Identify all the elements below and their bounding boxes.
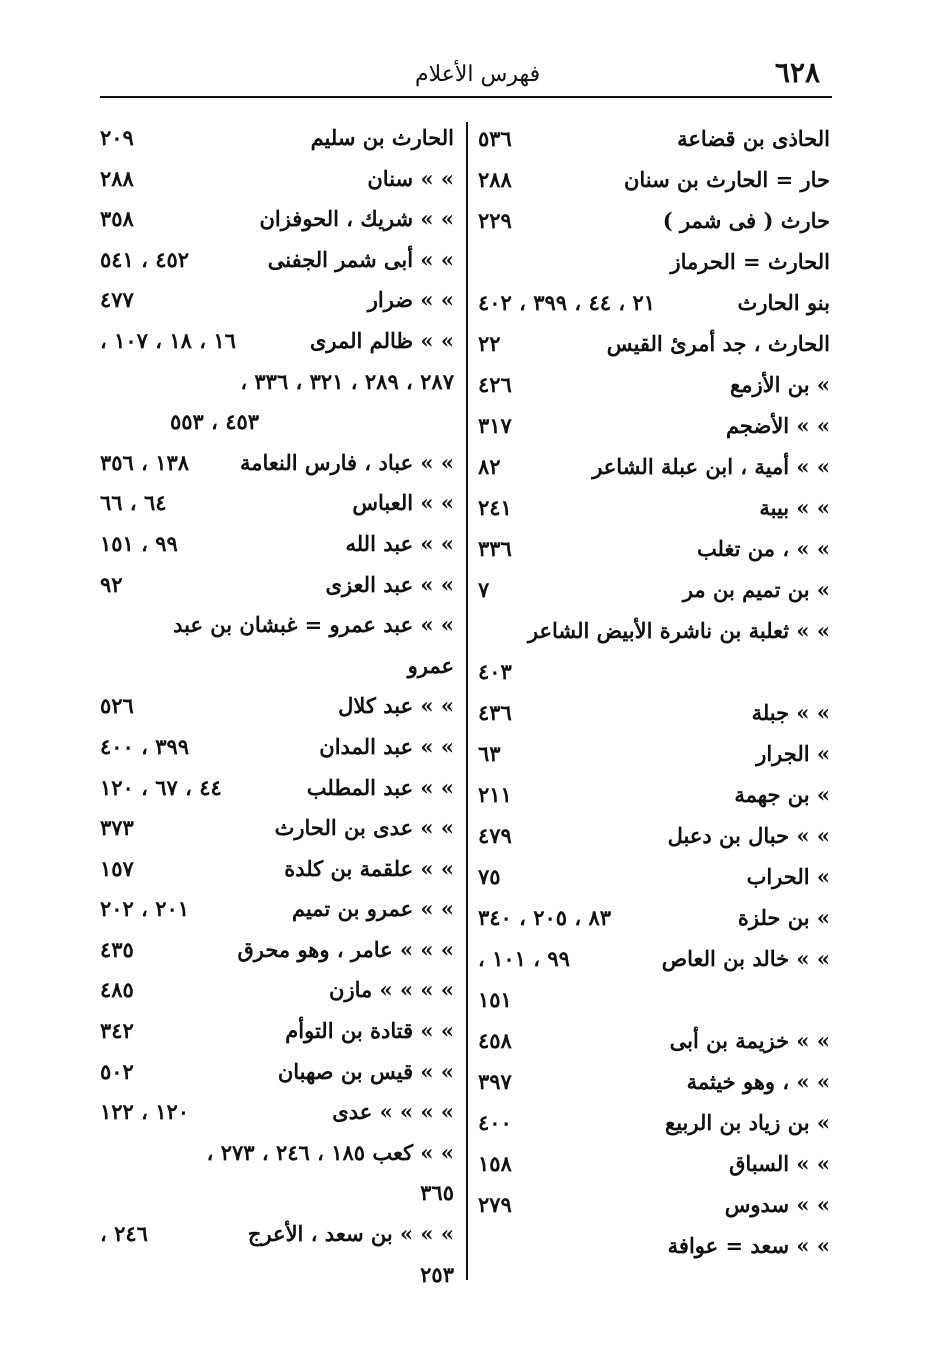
index-entry [100, 686, 454, 727]
index-entry [478, 1184, 830, 1225]
index-entry [478, 528, 830, 569]
index-entry [478, 856, 830, 897]
index-entry [100, 565, 454, 606]
entry-pages: ١٥٨ [478, 1151, 512, 1176]
entry-name: » » » عامر ، وهو محرق [237, 936, 454, 962]
page-title: فهرس الأعلام [415, 62, 541, 87]
entry-pages: ٥٢٦ [100, 693, 134, 719]
index-entry [100, 808, 454, 849]
entry-pages: ٤٤ ، ٦٧ ، ١٢٠ [100, 774, 222, 800]
index-entry [478, 405, 830, 446]
entry-pages: ١٦ ، ١٨ ، ١٠٧ ، [100, 327, 236, 353]
entry-name: » » سدوس [724, 1192, 830, 1217]
entry-pages: ٣٧٣ [100, 815, 134, 841]
entry-name: » » خالد بن العاص [661, 946, 830, 971]
column-divider [466, 122, 468, 1280]
entry-pages: ٤٣٦ [478, 700, 512, 725]
entry-name: » الحراب [746, 864, 830, 889]
entry-pages: ٤٧٩ [478, 823, 512, 848]
entry-name: » » عبد عمرو = غبشان بن عبد [173, 612, 454, 638]
entry-name: » » » » مازن [329, 977, 454, 1003]
entry-pages: ٢٢ [478, 331, 501, 356]
entry-pages: ٣٩٩ ، ٤٠٠ [100, 733, 190, 759]
entry-name: » الجرار [756, 741, 830, 766]
entry-pages: ١٣٨ ، ٣٥٦ [100, 449, 190, 475]
entry-pages: ٤٠٣ [478, 659, 512, 684]
entry-name: » » شريك ، الحوفزان [259, 206, 454, 232]
entry-name: » » » » عدى [332, 1099, 454, 1125]
entry-name: » » عدى بن الحارث [274, 815, 454, 841]
entry-name: » » كعب ١٨٥ ، ٢٤٦ ، ٢٧٣ ، [206, 1139, 454, 1165]
entry-name: » » أمية ، ابن عبلة الشاعر [592, 454, 830, 479]
entry-name: الحارث بن سليم [310, 125, 454, 150]
index-entry [100, 605, 454, 646]
entry-name: » » حبال بن دعبل [667, 823, 830, 848]
entry-name: » » ، وهو خيثمة [686, 1069, 830, 1094]
entry-name: » » قيس بن صهبان [277, 1058, 454, 1084]
index-entry [100, 1052, 454, 1093]
index-entry [100, 1214, 454, 1255]
entry-pages: ٢٨٨ [100, 165, 134, 191]
entry-name: » » عبد المدان [319, 733, 454, 759]
index-column-left [100, 118, 454, 1295]
index-entry [100, 1011, 454, 1052]
entry-pages: ٢١١ [478, 782, 512, 807]
entry-name: » » ظالم المرى [309, 327, 454, 353]
index-entry [100, 1133, 454, 1174]
entry-name: » » سنان [367, 165, 454, 191]
entry-pages: ٢٨٨ [478, 167, 512, 192]
entry-name: حار = الحارث بن سنان [623, 167, 830, 192]
entry-name: » » السباق [729, 1151, 830, 1176]
index-entry [100, 768, 454, 809]
index-entry [478, 651, 830, 692]
entry-pages: ١٢٠ ، ١٢٢ [100, 1099, 190, 1125]
entry-pages: ٢٤٦ ، [100, 1221, 148, 1247]
entry-pages: ٤٢٦ [478, 372, 512, 397]
entry-pages: ٤٥٨ [478, 1028, 512, 1053]
index-entry [478, 282, 830, 323]
index-entry [478, 815, 830, 856]
entry-name: » » عباد ، فارس النعامة [239, 449, 454, 475]
entry-pages: ٢٠٩ [100, 125, 134, 150]
index-entry [478, 446, 830, 487]
entry-pages: ٣١٧ [478, 413, 512, 438]
index-entry [478, 938, 830, 979]
entry-pages: ٦٤ ، ٦٦ [100, 490, 167, 516]
entry-pages: ٧ [478, 577, 490, 602]
entry-name: » بن تميم بن مر [682, 577, 830, 602]
entry-name: » » خزيمة بن أبى [669, 1028, 830, 1053]
page-number: ٦٢٨ [774, 56, 820, 89]
entry-name: » بن جهمة [734, 782, 830, 807]
entry-name: » بن حلزة [737, 905, 830, 930]
entry-name: » » » بن سعد ، الأعرج [247, 1221, 454, 1247]
index-entry [478, 1143, 830, 1184]
index-entry [478, 1020, 830, 1061]
entry-name: الحارث = الحرماز [670, 249, 830, 274]
entry-continuation: ٢٨٧ ، ٢٨٩ ، ٣٢١ ، ٣٣٦ ، [240, 368, 454, 394]
header-rule [100, 96, 832, 98]
index-entry [100, 443, 454, 484]
index-entry [100, 321, 454, 362]
index-entry [478, 323, 830, 364]
entry-pages: ٨٣ ، ٢٠٥ ، ٣٤٠ [478, 905, 612, 930]
entry-name: حارث ( فى شمر ) [662, 208, 830, 233]
index-entry [478, 159, 830, 200]
index-entry [100, 930, 454, 971]
index-entry [100, 646, 454, 687]
index-entry [478, 200, 830, 241]
index-entry [100, 1092, 454, 1133]
entry-name: الحارث ، جد أمرئ القيس [606, 331, 830, 356]
entry-pages: ٥٣٦ [478, 126, 512, 151]
entry-pages: ٢٠١ ، ٢٠٢ [100, 896, 190, 922]
entry-name: » » قتادة بن التوأم [285, 1018, 454, 1044]
entry-name: » » عبد المطلب [306, 774, 454, 800]
entry-name: » » عبد الله [345, 530, 454, 556]
index-entry [478, 1225, 830, 1266]
entry-name: » » ثعلبة بن ناشرة الأبيض الشاعر [527, 618, 830, 643]
index-entry [100, 524, 454, 565]
index-entry [478, 569, 830, 610]
index-entry [100, 849, 454, 890]
entry-pages: ٥٠٢ [100, 1058, 134, 1084]
index-entry [478, 610, 830, 651]
index-entry [478, 692, 830, 733]
index-entry [100, 889, 454, 930]
entry-pages: ٢٤١ [478, 495, 512, 520]
entry-pages: ٤٧٧ [100, 287, 134, 313]
entry-pages: ٢٧٩ [478, 1192, 512, 1217]
entry-continuation: ٤٥٣ ، ٥٥٣ [170, 409, 260, 435]
entry-name: » » علقمة بن كلدة [284, 855, 454, 881]
entry-pages: ٣٣٦ [478, 536, 512, 561]
entry-name: » » أبى شمر الجفنى [267, 246, 454, 272]
index-entry [100, 159, 454, 200]
entry-name: » بن زياد بن الربيع [665, 1110, 830, 1135]
entry-pages: ٩٢ [100, 571, 123, 597]
index-entry [478, 733, 830, 774]
entry-name: » » العباس [352, 490, 454, 516]
index-entry [100, 280, 454, 321]
index-entry [100, 727, 454, 768]
index-entry [100, 1173, 454, 1214]
index-entry [100, 240, 454, 281]
index-entry [478, 774, 830, 815]
entry-pages: ٩٩ ، ١٥١ [100, 530, 178, 556]
entry-pages: ٧٥ [478, 864, 501, 889]
entry-name: » » عبد العزى [325, 571, 454, 597]
entry-pages: ٤٥٢ ، ٥٤١ [100, 246, 190, 272]
entry-name: » » عبد كلال [338, 693, 454, 719]
entry-pages: ٣٤٢ [100, 1018, 134, 1044]
index-entry [478, 1102, 830, 1143]
entry-pages: ٢٢٩ [478, 208, 512, 233]
entry-name: » » بيبة [759, 495, 830, 520]
entry-name: » » عمرو بن تميم [291, 896, 454, 922]
index-entry [478, 1061, 830, 1102]
index-entry [100, 402, 454, 443]
entry-pages: ٩٩ ، ١٠١ ، [478, 946, 570, 971]
index-entry [478, 487, 830, 528]
entry-continuation: ٢٥٣ [420, 1261, 454, 1287]
index-entry [100, 199, 454, 240]
index-entry [100, 362, 454, 403]
page-header [100, 56, 830, 96]
entry-pages: ١٥١ [478, 987, 512, 1012]
entry-continuation: ٣٦٥ [420, 1180, 454, 1206]
entry-continuation: عمرو [407, 652, 454, 678]
entry-pages: ٣٩٧ [478, 1069, 512, 1094]
entry-pages: ٤٨٥ [100, 977, 134, 1003]
entry-name: » » سعد = عوافة [667, 1233, 830, 1258]
entry-pages: ٣٥٨ [100, 206, 134, 232]
index-entry [100, 483, 454, 524]
entry-pages: ٤٣٥ [100, 936, 134, 962]
entry-pages: ٢١ ، ٤٤ ، ٣٩٩ ، ٤٠٢ [478, 290, 656, 315]
entry-name: الحاذى بن قضاعة [677, 126, 830, 151]
index-entry [478, 364, 830, 405]
entry-name: بنو الحارث [737, 290, 830, 315]
entry-name: » » جبلة [751, 700, 830, 725]
index-entry [100, 1255, 454, 1296]
entry-name: » » ضرار [367, 287, 454, 313]
entry-name: » » ، من تغلب [696, 536, 830, 561]
index-entry [478, 118, 830, 159]
index-entry [100, 118, 454, 159]
entry-name: » » الأضجم [725, 413, 830, 438]
entry-pages: ١٥٧ [100, 855, 134, 881]
entry-pages: ٤٠٠ [478, 1110, 512, 1135]
index-entry [100, 970, 454, 1011]
entry-name: » بن الأزمع [730, 372, 830, 397]
entry-pages: ٨٢ [478, 454, 501, 479]
index-entry [478, 979, 830, 1020]
index-entry [478, 241, 830, 282]
index-entry [478, 897, 830, 938]
entry-pages: ٦٣ [478, 741, 501, 766]
index-column-right [478, 118, 830, 1266]
